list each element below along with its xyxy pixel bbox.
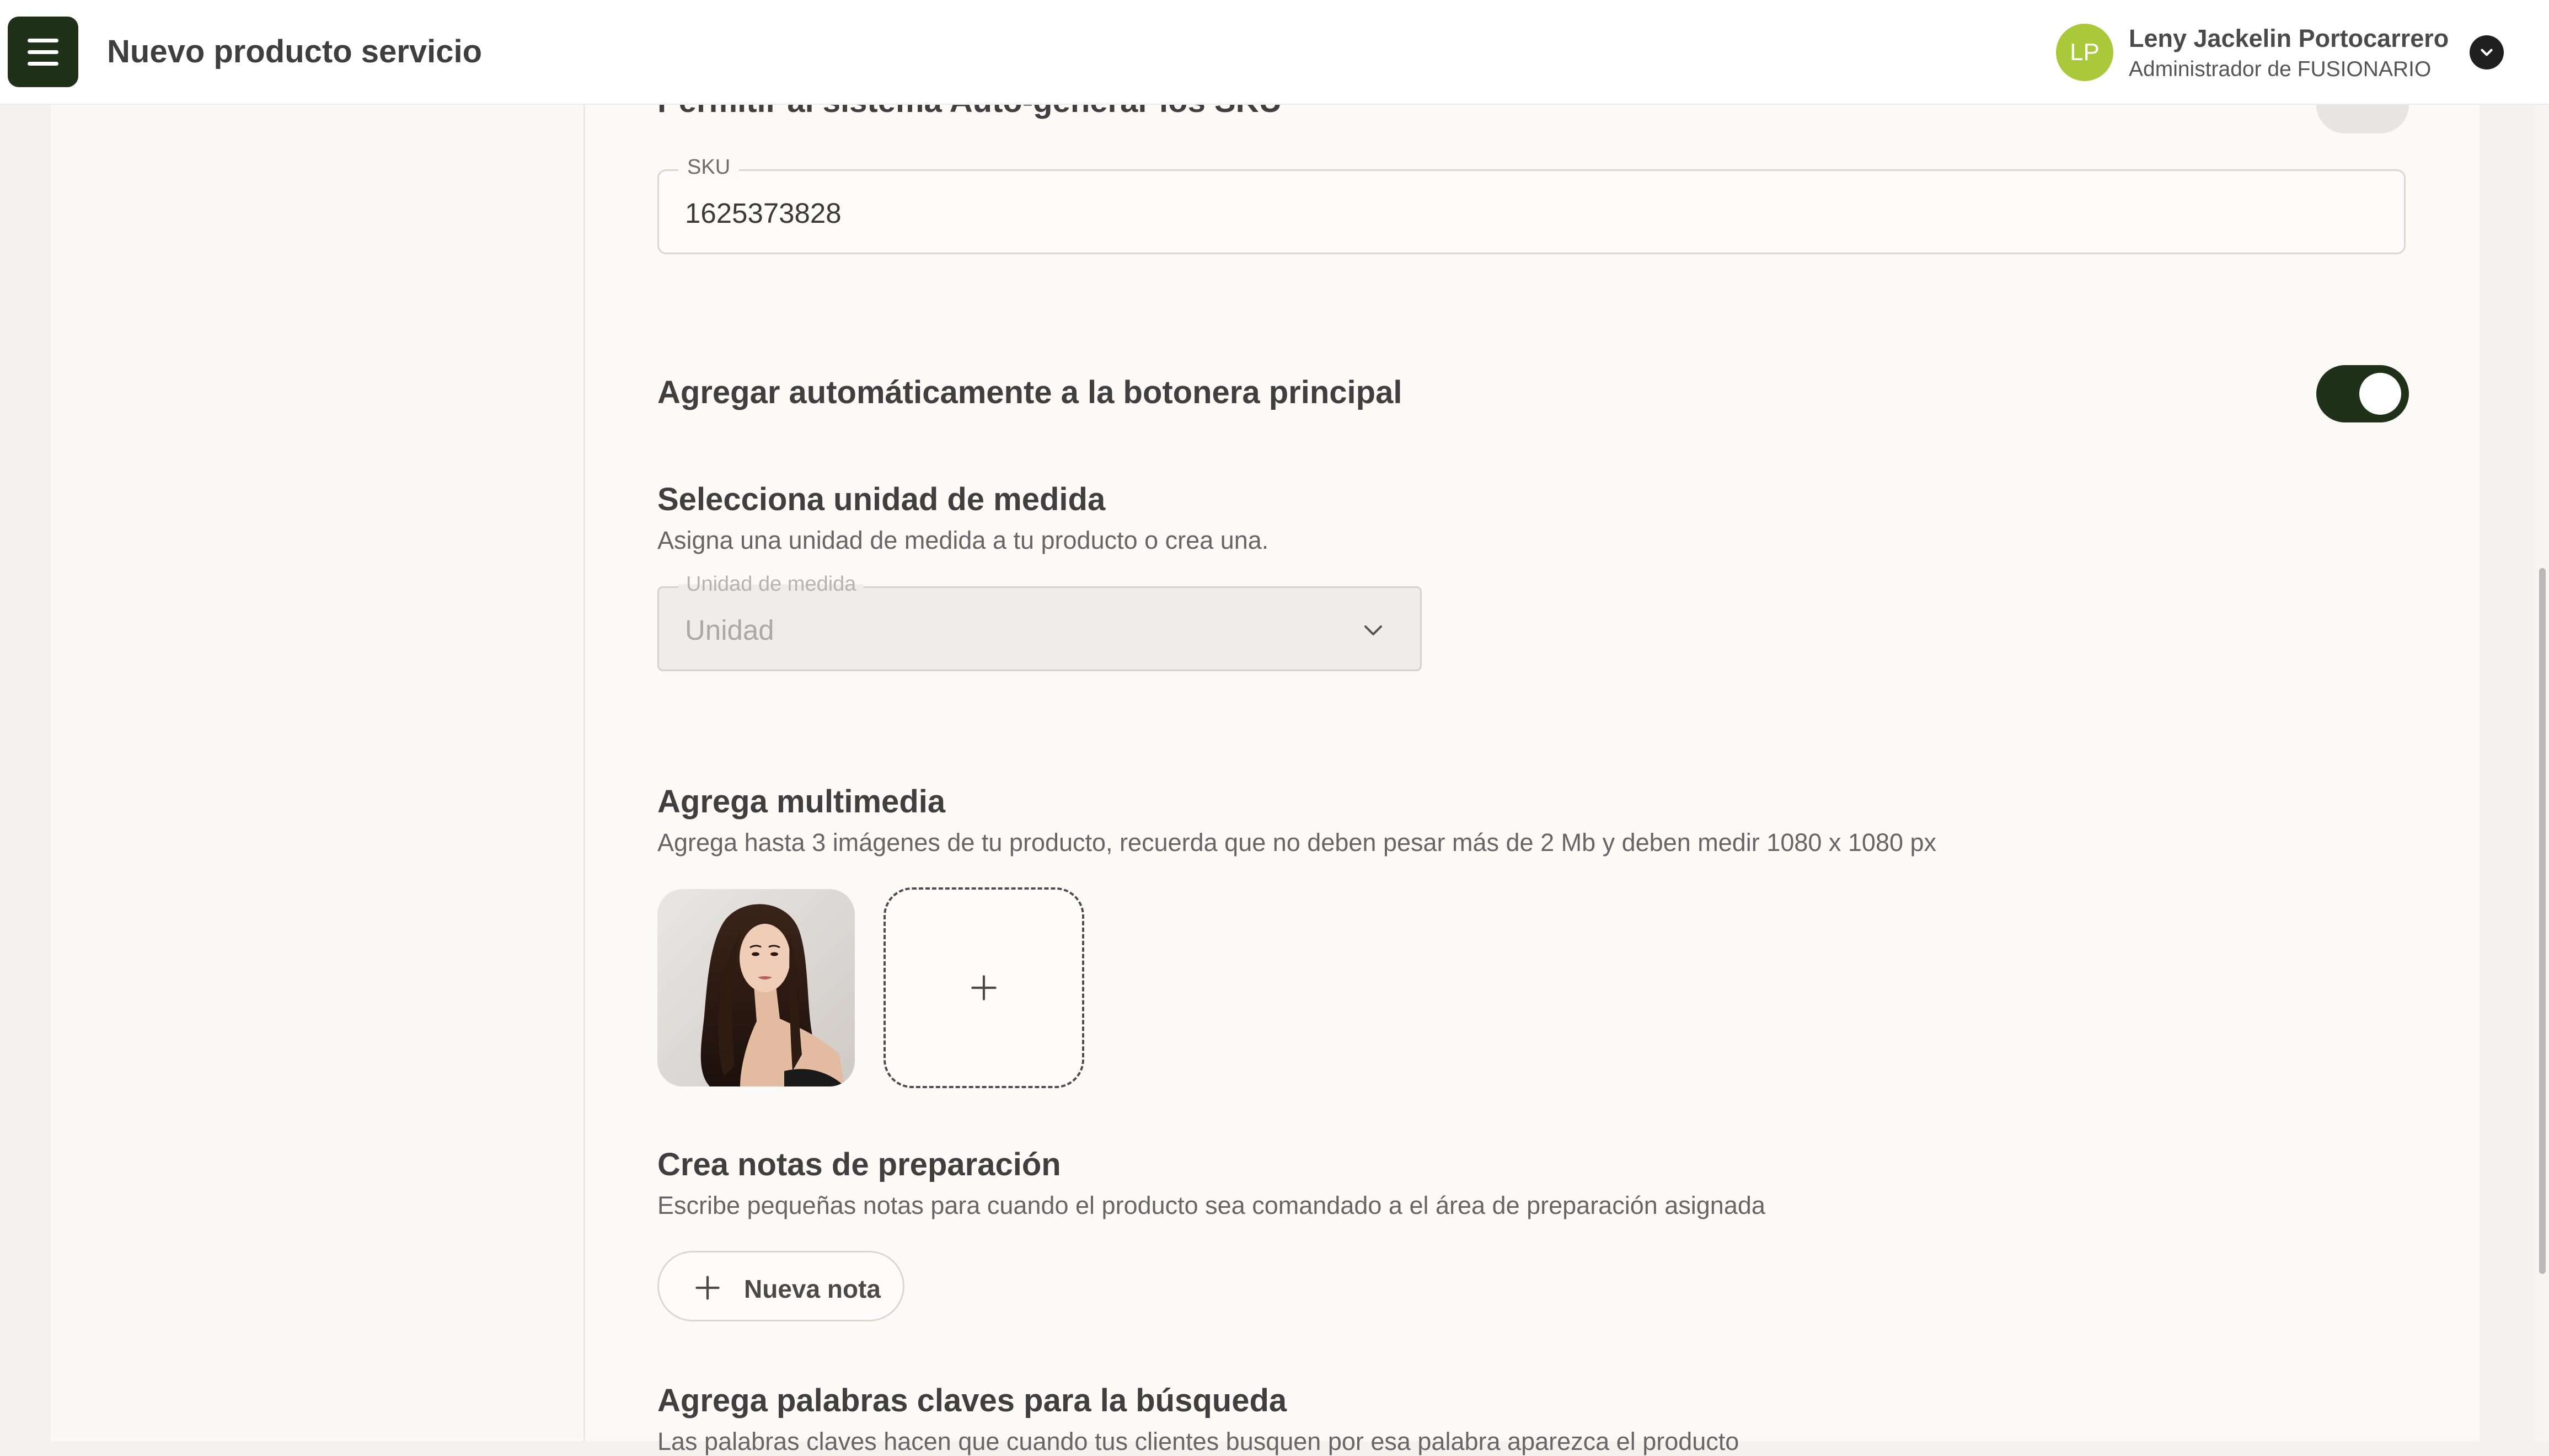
product-photo: [657, 889, 855, 1086]
chevron-down-icon: [1360, 617, 1386, 643]
top-bar: [0, 0, 2549, 105]
auto-add-label: Agregar automáticamente a la botonera principal: [657, 374, 1402, 410]
add-image-button[interactable]: [883, 887, 1084, 1088]
notes-section-title: Crea notas de preparación: [657, 1147, 1061, 1182]
side-panel: [51, 105, 583, 1441]
menu-button[interactable]: [8, 17, 78, 87]
sku-field-label: SKU: [678, 156, 739, 179]
auto-add-toggle[interactable]: [2316, 365, 2409, 422]
new-note-label: Nueva nota: [744, 1275, 881, 1303]
notes-section-description: Escribe pequeñas notas para cuando el producto sea comandado a el área de preparación asignada: [657, 1191, 1765, 1219]
hamburger-icon: [28, 39, 58, 42]
keywords-section-description: Las palabras claves hacen que cuando tus clientes busquen por esa palabra aparezca el producto: [657, 1427, 1739, 1455]
new-note-button[interactable]: [657, 1251, 904, 1321]
media-section-title: Agrega multimedia: [657, 784, 946, 820]
sku-field[interactable]: [657, 169, 2406, 254]
sku-value[interactable]: 1625373828: [685, 197, 842, 229]
toggle-knob: [2359, 373, 2401, 415]
user-role: Administrador de FUSIONARIO: [2129, 57, 2432, 81]
form-panel: [583, 105, 2480, 1441]
plus-icon: [693, 1273, 722, 1302]
avatar[interactable]: LP: [2056, 24, 2113, 81]
hamburger-line: [28, 50, 58, 54]
chevron-down-icon: [2477, 43, 2496, 62]
user-menu-button[interactable]: [2470, 35, 2504, 69]
product-image-thumbnail[interactable]: [657, 889, 855, 1086]
scrollbar-thumb[interactable]: [2539, 568, 2546, 1274]
unit-select-label: Unidad de medida: [678, 572, 864, 596]
keywords-section-title: Agrega palabras claves para la búsqueda: [657, 1383, 1287, 1418]
hamburger-line: [28, 62, 58, 66]
unit-section-title: Selecciona unidad de medida: [657, 481, 1106, 517]
plus-icon: [967, 971, 1001, 1005]
unit-select-value: Unidad: [685, 614, 774, 646]
unit-section-description: Asigna una unidad de medida a tu producto o crea una.: [657, 526, 1269, 554]
user-name: Leny Jackelin Portocarrero: [2129, 24, 2449, 52]
page-title: Nuevo producto servicio: [107, 34, 483, 69]
media-section-description: Agrega hasta 3 imágenes de tu producto, recuerda que no deben pesar más de 2 Mb y deben medir 1080 x 1080 px: [657, 828, 1937, 857]
